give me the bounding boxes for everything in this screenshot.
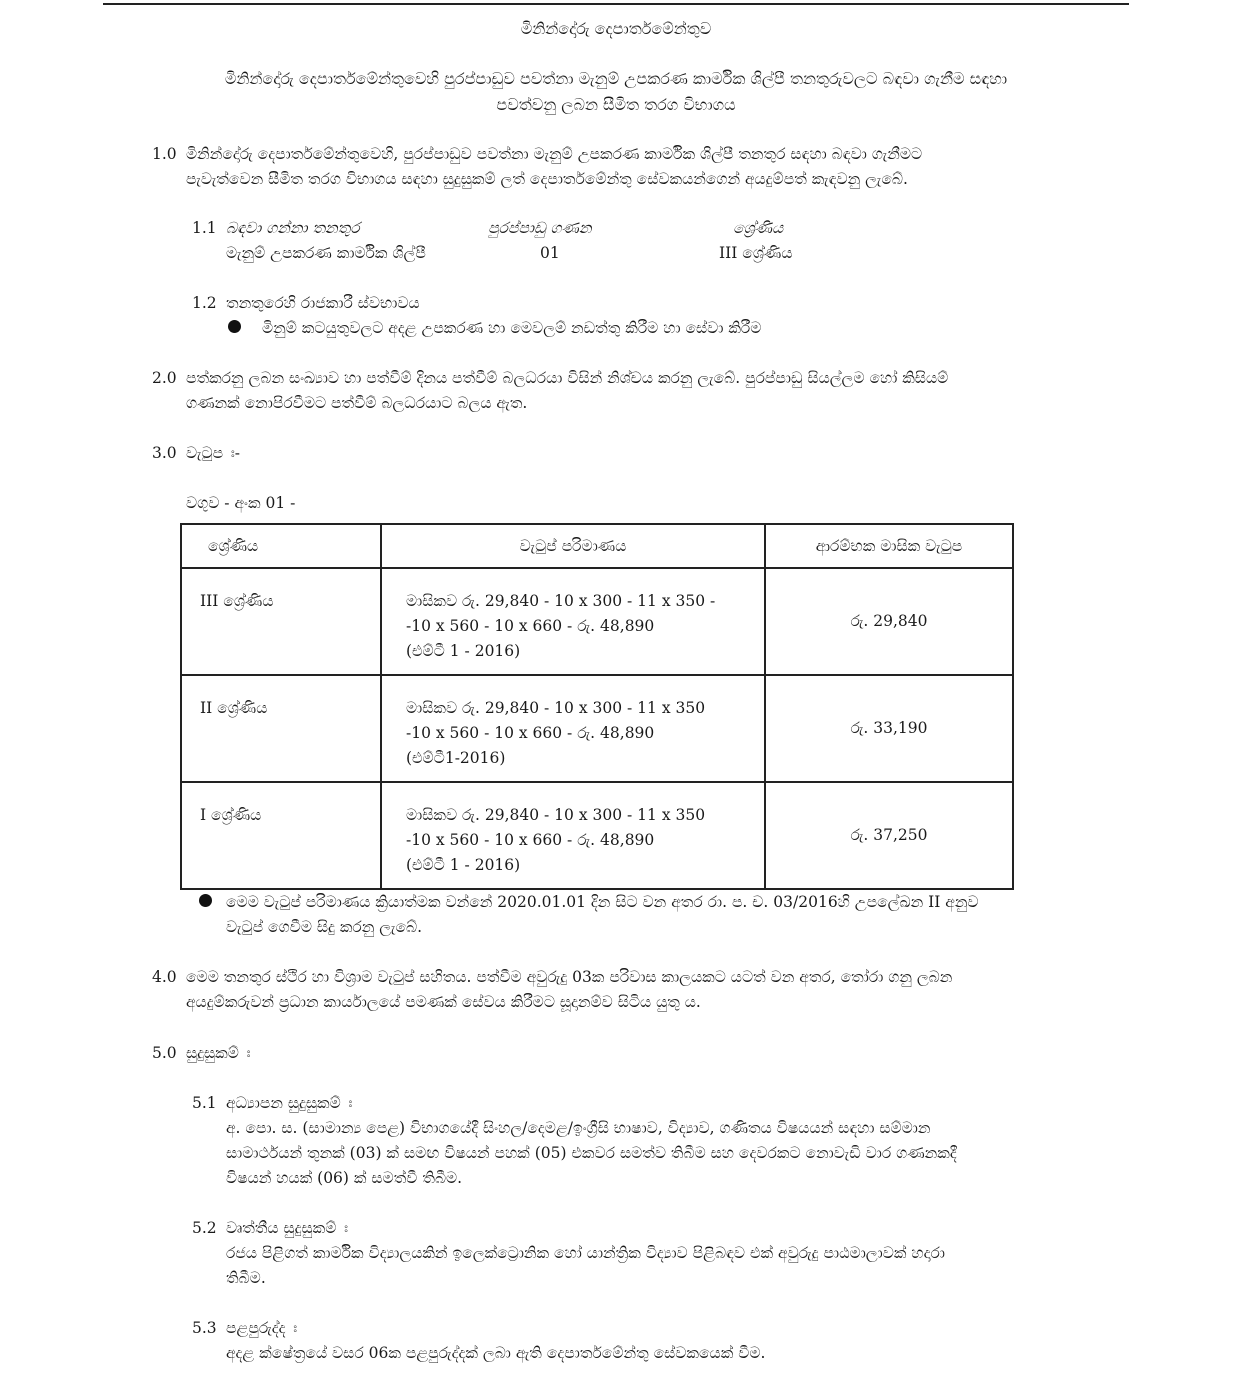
subsection-number: 5.3 (192, 1319, 217, 1337)
table-row (181, 782, 1013, 889)
grade-cell: I ශ්‍රේණිය (181, 782, 381, 889)
text-line: අ. පො. ස. (සාමාන්‍ය පෙළ) විභාගයේදී සිංහල/දෙමළ/ඉංග්‍රීසි භාෂාව, විද්‍යාව, ගණිතය විෂයයන් සඳහා සම්මාන (226, 1119, 931, 1137)
vacancy-post-heading: බඳවා ගන්නා තනතුර (226, 219, 360, 237)
section-2-text (186, 366, 1130, 416)
grade-cell: II ශ්‍රේණිය (181, 675, 381, 782)
subtitle-line: පවත්වනු ලබන සීමිත තරග විභාගය (496, 95, 736, 114)
column-header: ආරම්භක මාසික වැටුප (765, 524, 1013, 568)
vacancy-grade-heading: ශ්‍රේණිය (733, 219, 784, 237)
text-line: පැවැත්වෙන සීමිත තරග විභාගය සඳහා සුදුසුකම් ලත් දෙපාර්තමේන්තු සේවකයන්ගෙන් අයදුම්පත් කැඳවනු ලැබේ. (186, 170, 908, 188)
subsection-number: 1.2 (192, 294, 217, 312)
vacancy-grade: III ශ්‍රේණිය (719, 244, 793, 262)
text-line: තිබීම. (226, 1269, 266, 1287)
column-header: වැටුප් පරිමාණය (381, 524, 765, 568)
starting-salary-cell: රු. 29,840 (765, 568, 1013, 675)
professional-text (226, 1241, 1130, 1291)
duties-heading: තනතුරෙහි රාජකාරී ස්වභාවය (226, 294, 420, 312)
text-line: ගණනක් නොපිරවීමට පත්වීම් බලධරයාට බලය ඇත. (186, 394, 528, 412)
text-line: මෙම වැටුප් පරිමාණය ක්‍රියාත්මක වන්නේ 2020.01.01 දින සිට වන අතර රා. ප. ච. 03/2016හි උපලේඛන II අනුව (226, 893, 979, 911)
bullet-icon (199, 894, 212, 907)
scale-cell (381, 568, 765, 675)
scale-line: -10 x 560 - 10 x 660 - රු. 48,890 (406, 724, 655, 742)
starting-salary-cell: රු. 37,250 (765, 782, 1013, 889)
scale-line: (එම්ටී1-2016) (406, 749, 506, 767)
section-1-text (186, 142, 1130, 192)
scale-line: (එම්ටී 1 - 2016) (406, 856, 521, 874)
bullet-icon (228, 320, 241, 333)
scale-line: මාසිකව රු. 29,840 - 10 x 300 - 11 x 350 (406, 699, 706, 717)
education-text (226, 1116, 1130, 1191)
text-line: වැටුප් ගෙවීම සිදු කරනු ලැබේ. (226, 918, 423, 936)
table-caption: වගුව - අංක 01 - (186, 494, 296, 512)
top-rule (103, 3, 1129, 5)
scale-line: -10 x 560 - 10 x 660 - රු. 48,890 (406, 617, 655, 635)
starting-salary-cell: රු. 33,190 (765, 675, 1013, 782)
education-heading: අධ්‍යාපන සුදුසුකම් ඃ (226, 1094, 353, 1112)
section-number: 3.0 (152, 444, 177, 462)
table-row (181, 568, 1013, 675)
duties-item: මිනුම් කටයුතුවලට අදළ උපකරණ හා මෙවලම් නඩත්තු කිරීම හා සේවා කිරීම (262, 319, 762, 337)
text-line: පත්කරනු ලබන සංඛ්‍යාව හා පත්වීම් දිනය පත්වීම් බලධරයා විසින් නිශ්චය කරනු ලැබේ. පුරප්පාඩු සියල්ලම හෝ කිසියම් (186, 369, 949, 387)
scale-line: මාසිකව රු. 29,840 - 10 x 300 - 11 x 350 - (406, 592, 716, 610)
subsection-number: 1.1 (192, 219, 217, 237)
grade-cell: III ශ්‍රේණිය (181, 568, 381, 675)
subsection-number: 5.2 (192, 1219, 217, 1237)
salary-note (226, 890, 1130, 940)
professional-heading: වෘත්තීය සුදුසුකම් ඃ (226, 1219, 349, 1237)
document-title: මිනින්දෝරු දෙපාර්තමේන්තුව (520, 19, 712, 38)
table-header-row (181, 524, 1013, 568)
experience-heading: පළපුරුද්ද ඃ (226, 1319, 298, 1337)
table-row (181, 675, 1013, 782)
section-number: 1.0 (152, 145, 177, 163)
salary-heading: වැටුප ඃ- (186, 444, 241, 462)
document-subtitle (103, 66, 1129, 118)
salary-table (180, 523, 1014, 890)
experience-text: අදළ ක්ෂේත්‍රයේ වසර 06ක පළපුරුද්දක් ලබා ඇති දෙපාර්තමේන්තු සේවකයෙක් වීම. (226, 1344, 766, 1362)
scale-cell (381, 782, 765, 889)
text-line: රජය පිළිගත් කාර්මික විද්‍යාලයකින් ඉලෙක්ට්‍රොනික හෝ යාන්ත්‍රික විද්‍යාව පිළිබඳව එක් අවුරුදු පාඨමාලාවක් හදාරා (226, 1244, 945, 1262)
text-line: විෂයන් හයක් (06) ක් සමත්වී තිබීම. (226, 1169, 463, 1187)
section-number: 4.0 (152, 968, 177, 986)
qualifications-heading: සුදුසුකම් ඃ (186, 1044, 251, 1062)
scale-cell (381, 675, 765, 782)
text-line: අයදුම්කරුවන් ප්‍රධාන කාර්යාලයේ පමණක් සේවය කිරීමට සූදානම්ව සිටිය යුතු ය. (186, 993, 701, 1011)
text-line: සාමාර්ථයන් තුනක් (03) ක් සමඟ විෂයන් පහක් (05) එකවර සමත්ව තිබීම සහ දෙවරකට නොවැඩි වාර ගණනකදී (226, 1144, 957, 1162)
vacancy-post: මැනුම් උපකරණ කාර්මික ශිල්පී (226, 244, 426, 262)
column-header: ශ්‍රේණිය (181, 524, 381, 568)
scale-line: -10 x 560 - 10 x 660 - රු. 48,890 (406, 831, 655, 849)
text-line: මිනින්දෝරු දෙපාර්තමේන්තුවෙහි, පුරප්පාඩුව පවත්නා මැනුම් උපකරණ කාර්මික ශිල්පී තනතුර සඳහා බඳවා ගැනීමට (186, 145, 923, 163)
text-line: මෙම තනතුර ස්ථිර හා විශ්‍රාම වැටුප් සහිතය. පත්වීම අවුරුදු 03ක පරිවාස කාලයකට යටත් වන අතර, තෝරා ගනු ලබන (186, 968, 953, 986)
section-4-text (186, 965, 1130, 1015)
section-number: 5.0 (152, 1044, 177, 1062)
section-number: 2.0 (152, 369, 177, 387)
vacancy-count: 01 (540, 244, 560, 262)
scale-line: (එම්ටී 1 - 2016) (406, 642, 521, 660)
scale-line: මාසිකව රු. 29,840 - 10 x 300 - 11 x 350 (406, 806, 706, 824)
subsection-number: 5.1 (192, 1094, 217, 1112)
subtitle-line: මිනින්දෝරු දෙපාර්තමේන්තුවෙහි පුරප්පාඩුව පවත්නා මැනුම් උපකරණ කාර්මික ශිල්පී තනතුරුවලට බඳවා ගැනීම සඳහා (224, 69, 1008, 88)
vacancy-count-heading: පුරප්පාඩු ගණන (488, 219, 592, 237)
